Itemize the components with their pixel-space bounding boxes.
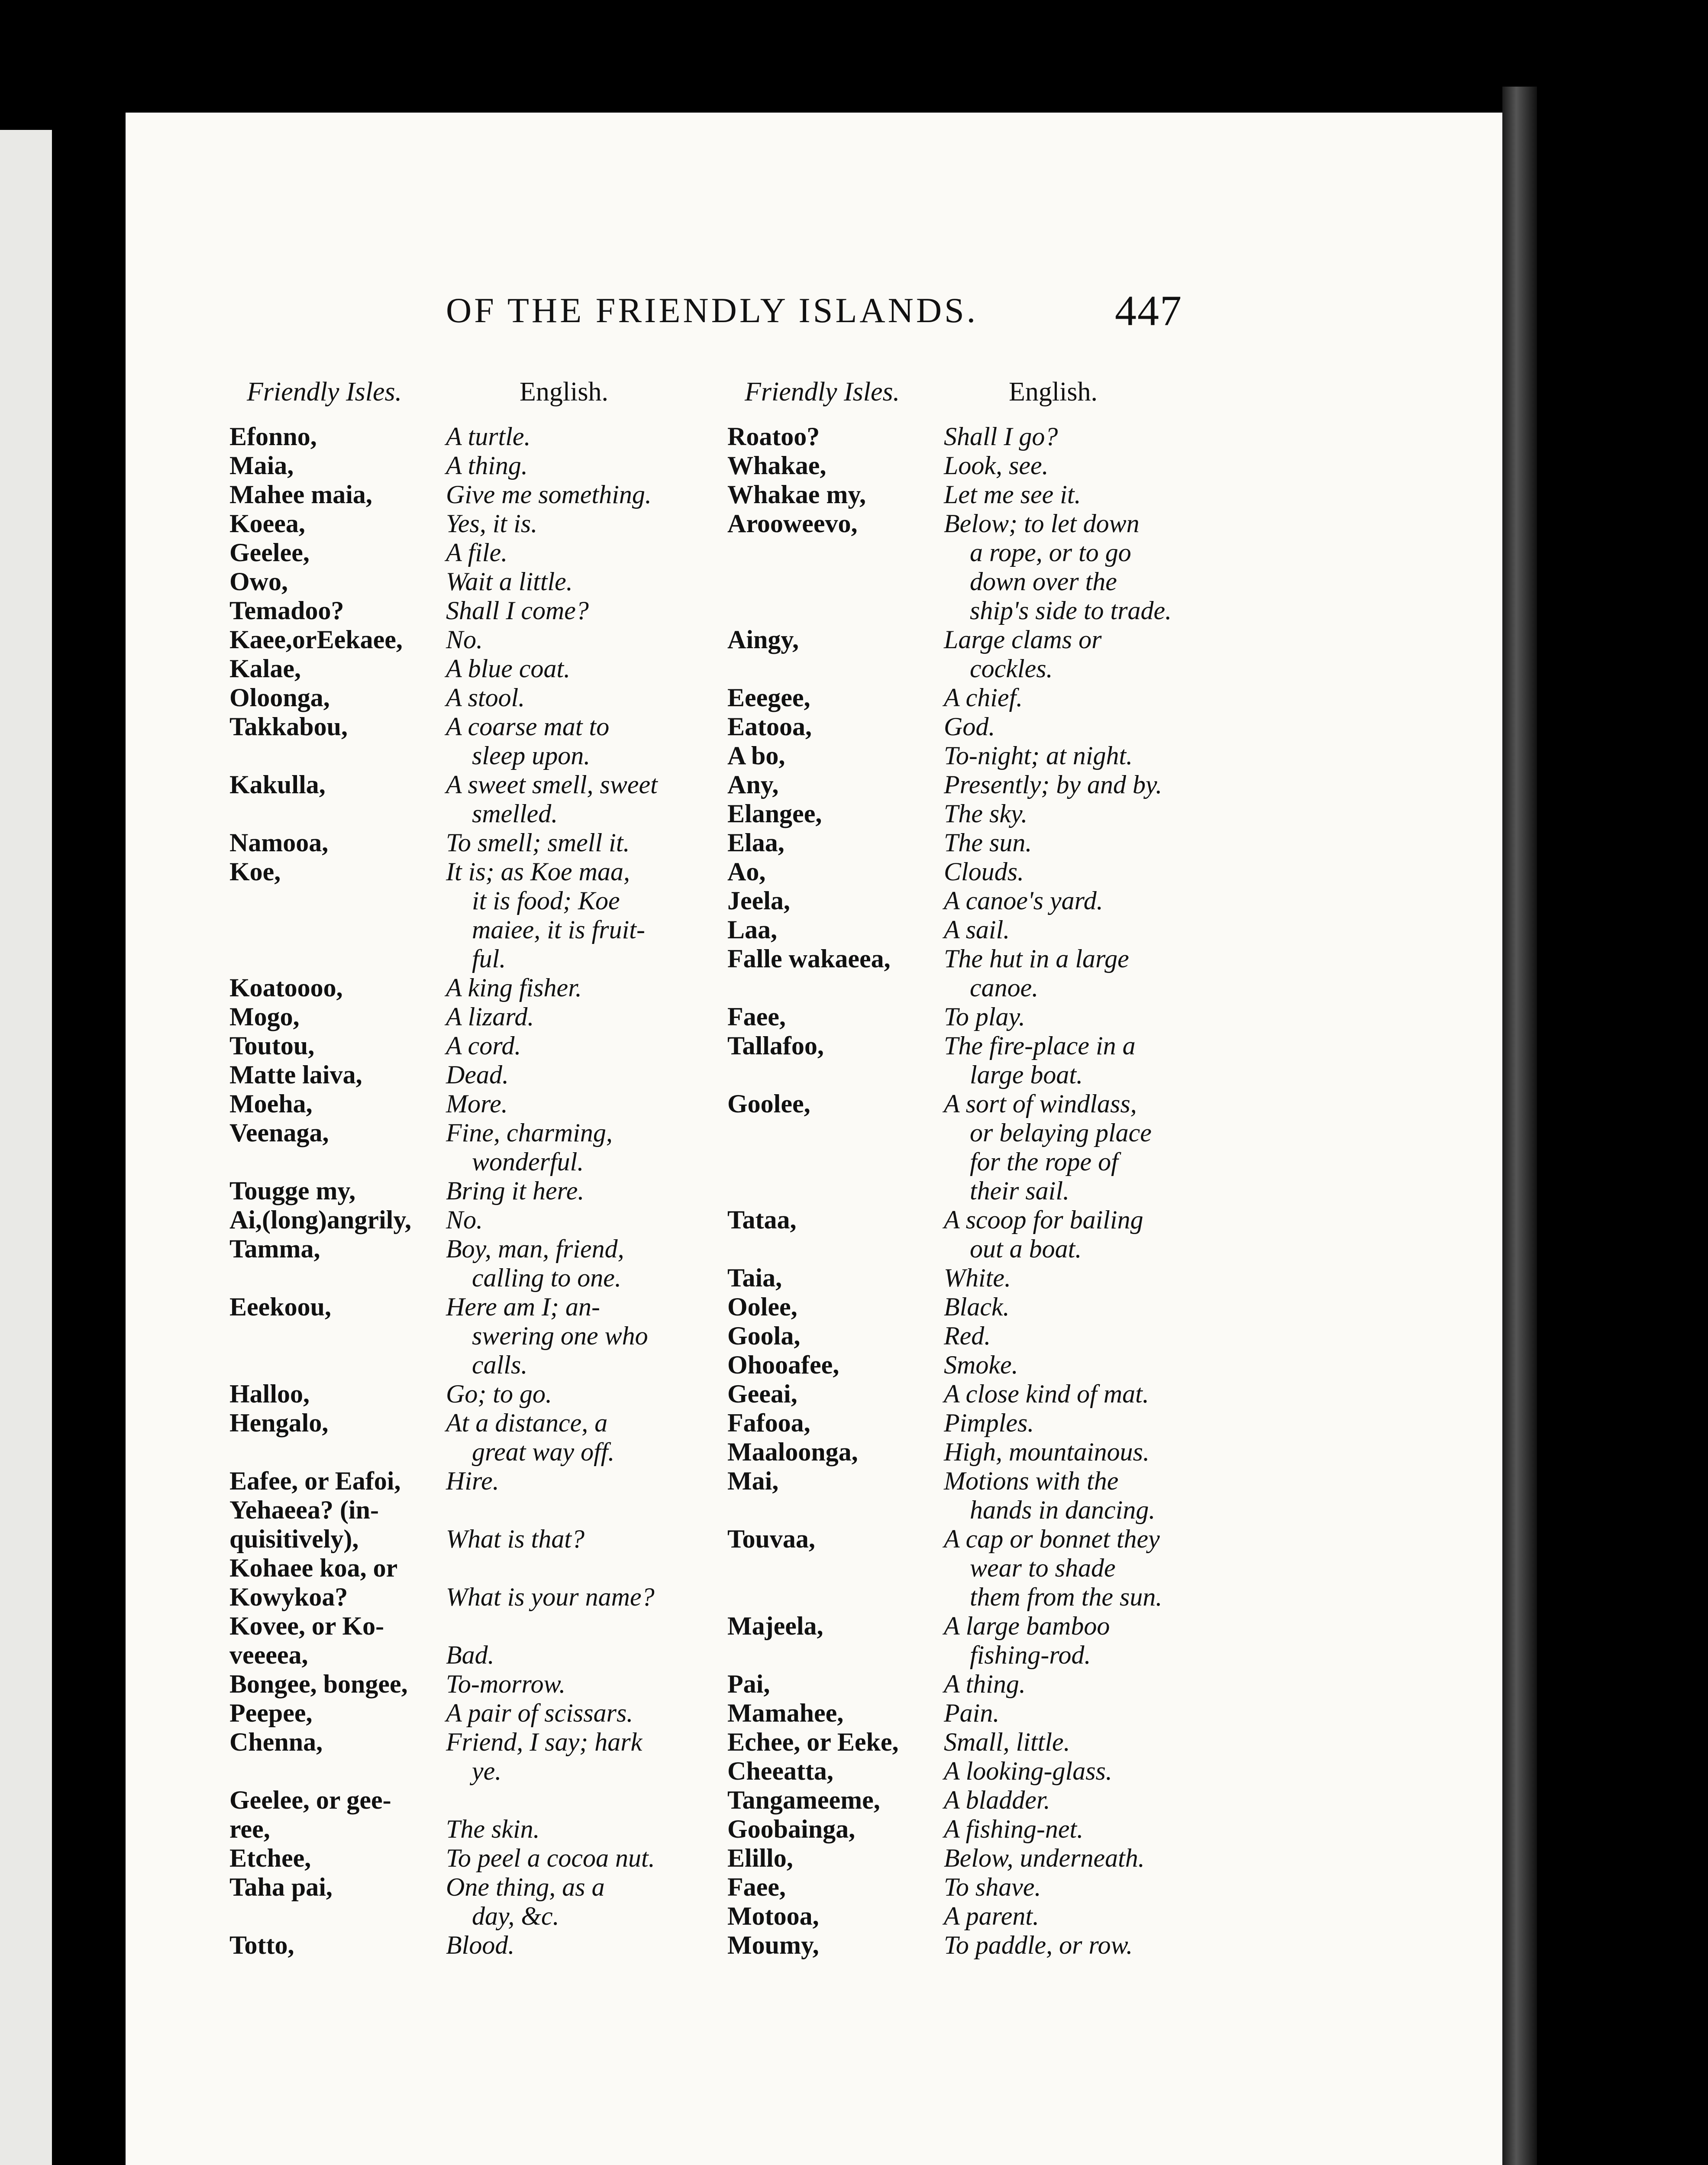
entry-gloss: them from the sun.: [970, 1583, 1162, 1611]
entry-term: Eafee, or Eafoi,: [229, 1467, 401, 1495]
entry-gloss: Friend, I say; hark: [446, 1728, 643, 1756]
book-page: [126, 113, 1524, 2165]
entry-gloss: Boy, man, friend,: [446, 1234, 624, 1263]
entry-gloss: To smell; smell it.: [446, 828, 630, 857]
entry-gloss: A cord.: [446, 1031, 521, 1060]
entry-term: Roatoo?: [727, 422, 820, 451]
entry-gloss: for the rope of: [970, 1147, 1118, 1176]
entry-term: Faee,: [727, 1002, 786, 1031]
entry-gloss: What is your name?: [446, 1583, 655, 1611]
entry-gloss: A lizard.: [446, 1002, 534, 1031]
entry-term: ree,: [229, 1815, 270, 1843]
entry-gloss: A turtle.: [446, 422, 531, 451]
entry-gloss: Black.: [944, 1293, 1010, 1321]
entry-term: Geelee,: [229, 538, 310, 567]
entry-gloss: At a distance, a: [446, 1409, 608, 1437]
entry-term: Tallafoo,: [727, 1031, 824, 1060]
page-number: 447: [1115, 287, 1182, 335]
entry-term: Echee, or Eeke,: [727, 1728, 899, 1756]
entry-term: Eatooa,: [727, 712, 812, 741]
right-term-column-head: Friendly Isles.: [745, 377, 900, 407]
entry-term: Pai,: [727, 1670, 770, 1698]
entry-gloss: A cap or bonnet they: [944, 1525, 1160, 1553]
entry-gloss: A sail.: [944, 915, 1010, 944]
entry-gloss: canoe.: [970, 973, 1039, 1002]
entry-gloss: A chief.: [944, 683, 1023, 712]
entry-gloss: Shall I go?: [944, 422, 1058, 451]
entry-term: Goolee,: [727, 1089, 810, 1118]
entry-gloss: To paddle, or row.: [944, 1931, 1133, 1959]
entry-term: Elillo,: [727, 1844, 793, 1872]
entry-term: Kakulla,: [229, 770, 326, 799]
entry-term: Efonno,: [229, 422, 317, 451]
entry-gloss: A canoe's yard.: [944, 886, 1103, 915]
entry-gloss: Pain.: [944, 1699, 1000, 1727]
entry-gloss: No.: [446, 625, 483, 654]
entry-gloss: No.: [446, 1205, 483, 1234]
entry-term: Koeea,: [229, 509, 305, 538]
entry-gloss: hands in dancing.: [970, 1496, 1156, 1524]
entry-term: veeeea,: [229, 1641, 308, 1669]
entry-term: Faee,: [727, 1873, 786, 1901]
entry-gloss: A bladder.: [944, 1786, 1050, 1814]
entry-gloss: Fine, charming,: [446, 1118, 613, 1147]
entry-gloss: A close kind of mat.: [944, 1380, 1149, 1408]
entry-gloss: A coarse mat to: [446, 712, 610, 741]
entry-term: Motooa,: [727, 1902, 819, 1930]
left-term-column-head: Friendly Isles.: [247, 377, 402, 407]
entry-gloss: Large clams or: [944, 625, 1102, 654]
entry-gloss: out a boat.: [970, 1234, 1082, 1263]
entry-term: Koatoooo,: [229, 973, 343, 1002]
entry-term: Aingy,: [727, 625, 799, 654]
entry-gloss: Red.: [944, 1322, 991, 1350]
entry-gloss: maiee, it is fruit-: [472, 915, 645, 944]
entry-gloss: A looking-glass.: [944, 1757, 1112, 1785]
entry-gloss: The skin.: [446, 1815, 540, 1843]
adjacent-page-edge: [0, 130, 52, 2165]
entry-term: Cheeatta,: [727, 1757, 833, 1785]
entry-term: Hengalo,: [229, 1409, 329, 1437]
entry-term: Arooweevo,: [727, 509, 858, 538]
entry-gloss: A sweet smell, sweet: [446, 770, 658, 799]
entry-gloss: A sort of windlass,: [944, 1089, 1137, 1118]
entry-gloss: or belaying place: [970, 1118, 1152, 1147]
entry-term: Mai,: [727, 1467, 779, 1495]
entry-term: Elangee,: [727, 799, 822, 828]
entry-gloss: To-morrow.: [446, 1670, 566, 1698]
entry-term: Ohooafee,: [727, 1351, 839, 1379]
entry-term: Majeela,: [727, 1612, 823, 1640]
entry-term: Moeha,: [229, 1089, 313, 1118]
entry-term: Takkabou,: [229, 712, 348, 741]
entry-gloss: Bring it here.: [446, 1176, 584, 1205]
entry-term: Kaee,orEekaee,: [229, 625, 403, 654]
entry-term: Taha pai,: [229, 1873, 333, 1901]
entry-term: Geelee, or gee-: [229, 1786, 391, 1814]
entry-gloss: The sky.: [944, 799, 1028, 828]
entry-gloss: calls.: [472, 1351, 528, 1379]
entry-gloss: A parent.: [944, 1902, 1039, 1930]
entry-term: Ai,(long)angrily,: [229, 1205, 412, 1234]
entry-term: Whakae,: [727, 451, 827, 480]
entry-gloss: A blue coat.: [446, 654, 571, 683]
entry-term: Bongee, bongee,: [229, 1670, 408, 1698]
entry-gloss: day, &c.: [472, 1902, 559, 1930]
entry-term: Tamma,: [229, 1234, 320, 1263]
entry-term: Eeekoou,: [229, 1293, 332, 1321]
entry-term: Falle wakaeea,: [727, 944, 891, 973]
entry-gloss: Here am I; an-: [446, 1293, 600, 1321]
entry-gloss: One thing, as a: [446, 1873, 605, 1901]
entry-term: Maia,: [229, 451, 294, 480]
entry-gloss: Blood.: [446, 1931, 515, 1959]
entry-gloss: The hut in a large: [944, 944, 1129, 973]
entry-gloss: Small, little.: [944, 1728, 1070, 1756]
entry-term: Mogo,: [229, 1002, 300, 1031]
entry-term: Maaloonga,: [727, 1438, 858, 1466]
entry-gloss: cockles.: [970, 654, 1053, 683]
entry-gloss: Pimples.: [944, 1409, 1034, 1437]
entry-gloss: Below, underneath.: [944, 1844, 1145, 1872]
running-head: OF THE FRIENDLY ISLANDS.: [446, 291, 978, 330]
entry-gloss: Hire.: [446, 1467, 499, 1495]
entry-gloss: White.: [944, 1263, 1011, 1292]
entry-gloss: calling to one.: [472, 1263, 621, 1292]
entry-gloss: The fire-place in a: [944, 1031, 1136, 1060]
entry-term: Owo,: [229, 567, 288, 596]
entry-gloss: Go; to go.: [446, 1380, 552, 1408]
entry-term: Eeegee,: [727, 683, 810, 712]
entry-term: Taia,: [727, 1263, 782, 1292]
entry-term: A bo,: [727, 741, 785, 770]
entry-gloss: Look, see.: [944, 451, 1049, 480]
entry-term: Etchee,: [229, 1844, 311, 1872]
entry-gloss: The sun.: [944, 828, 1032, 857]
entry-term: Geeai,: [727, 1380, 797, 1408]
entry-gloss: Shall I come?: [446, 596, 589, 625]
entry-gloss: down over the: [970, 567, 1117, 596]
entry-term: Moumy,: [727, 1931, 819, 1959]
entry-term: Touvaa,: [727, 1525, 815, 1553]
entry-gloss: To shave.: [944, 1873, 1041, 1901]
entry-term: Laa,: [727, 915, 778, 944]
entry-gloss: To play.: [944, 1002, 1025, 1031]
entry-gloss: Below; to let down: [944, 509, 1140, 538]
entry-gloss: Clouds.: [944, 857, 1024, 886]
entry-term: Toutou,: [229, 1031, 315, 1060]
entry-gloss: a rope, or to go: [970, 538, 1131, 567]
entry-gloss: A file.: [446, 538, 508, 567]
entry-gloss: More.: [446, 1089, 508, 1118]
entry-gloss: What is that?: [446, 1525, 585, 1553]
entry-term: Temadoo?: [229, 596, 344, 625]
entry-term: quisitively),: [229, 1525, 359, 1553]
entry-gloss: A thing.: [446, 451, 528, 480]
entry-term: Jeela,: [727, 886, 790, 915]
entry-term: Yehaeea? (in-: [229, 1496, 379, 1524]
entry-gloss: sleep upon.: [472, 741, 591, 770]
entry-gloss: Dead.: [446, 1060, 509, 1089]
entry-gloss: Smoke.: [944, 1351, 1018, 1379]
entry-term: Namooa,: [229, 828, 329, 857]
entry-gloss: A thing.: [944, 1670, 1026, 1698]
entry-gloss: Wait a little.: [446, 567, 573, 596]
entry-term: Mahee maia,: [229, 480, 372, 509]
entry-term: Veenaga,: [229, 1118, 329, 1147]
page-gutter-shadow: [1502, 87, 1537, 2165]
entry-term: Kohaee koa, or: [229, 1554, 398, 1582]
entry-term: Goola,: [727, 1322, 801, 1350]
entry-term: Any,: [727, 770, 779, 799]
entry-gloss: wonderful.: [472, 1147, 584, 1176]
entry-term: Ao,: [727, 857, 766, 886]
entry-term: Kalae,: [229, 654, 301, 683]
entry-gloss: Give me something.: [446, 480, 652, 509]
entry-gloss: Yes, it is.: [446, 509, 538, 538]
entry-gloss: It is; as Koe maa,: [446, 857, 630, 886]
entry-gloss: wear to shade: [970, 1554, 1116, 1582]
entry-gloss: Let me see it.: [944, 480, 1081, 509]
entry-gloss: large boat.: [970, 1060, 1083, 1089]
entry-term: Whakae my,: [727, 480, 866, 509]
entry-term: Goobainga,: [727, 1815, 856, 1843]
entry-term: Kowykoa?: [229, 1583, 348, 1611]
entry-gloss: swering one who: [472, 1322, 648, 1350]
entry-gloss: To-night; at night.: [944, 741, 1133, 770]
entry-gloss: A large bamboo: [944, 1612, 1110, 1640]
entry-gloss: A stool.: [446, 683, 525, 712]
entry-gloss: their sail.: [970, 1176, 1070, 1205]
entry-term: Halloo,: [229, 1380, 310, 1408]
entry-gloss: High, mountainous.: [944, 1438, 1150, 1466]
entry-term: Totto,: [229, 1931, 294, 1959]
entry-gloss: great way off.: [472, 1438, 615, 1466]
entry-gloss: Bad.: [446, 1641, 494, 1669]
entry-gloss: ship's side to trade.: [970, 596, 1172, 625]
entry-term: Kovee, or Ko-: [229, 1612, 384, 1640]
entry-gloss: A scoop for bailing: [944, 1205, 1143, 1234]
entry-term: Fafooa,: [727, 1409, 810, 1437]
entry-term: Chenna,: [229, 1728, 323, 1756]
entry-gloss: fishing-rod.: [970, 1641, 1091, 1669]
entry-gloss: A pair of scissars.: [446, 1699, 633, 1727]
entry-gloss: smelled.: [472, 799, 558, 828]
entry-term: Tougge my,: [229, 1176, 356, 1205]
entry-term: Koe,: [229, 857, 281, 886]
entry-term: Oloonga,: [229, 683, 330, 712]
entry-term: Tataa,: [727, 1205, 797, 1234]
entry-term: Tangameeme,: [727, 1786, 880, 1814]
entry-gloss: A fishing-net.: [944, 1815, 1084, 1843]
right-gloss-column-head: English.: [1009, 377, 1098, 407]
entry-gloss: A king fisher.: [446, 973, 582, 1002]
entry-gloss: it is food; Koe: [472, 886, 620, 915]
entry-term: Matte laiva,: [229, 1060, 362, 1089]
entry-gloss: Presently; by and by.: [944, 770, 1162, 799]
entry-gloss: Motions with the: [944, 1467, 1119, 1495]
entry-gloss: ful.: [472, 944, 506, 973]
entry-term: Peepee,: [229, 1699, 313, 1727]
left-gloss-column-head: English.: [520, 377, 608, 407]
entry-gloss: To peel a cocoa nut.: [446, 1844, 655, 1872]
entry-gloss: ye.: [472, 1757, 502, 1785]
entry-term: Mamahee,: [727, 1699, 844, 1727]
entry-term: Elaa,: [727, 828, 785, 857]
entry-term: Oolee,: [727, 1293, 797, 1321]
entry-gloss: God.: [944, 712, 995, 741]
